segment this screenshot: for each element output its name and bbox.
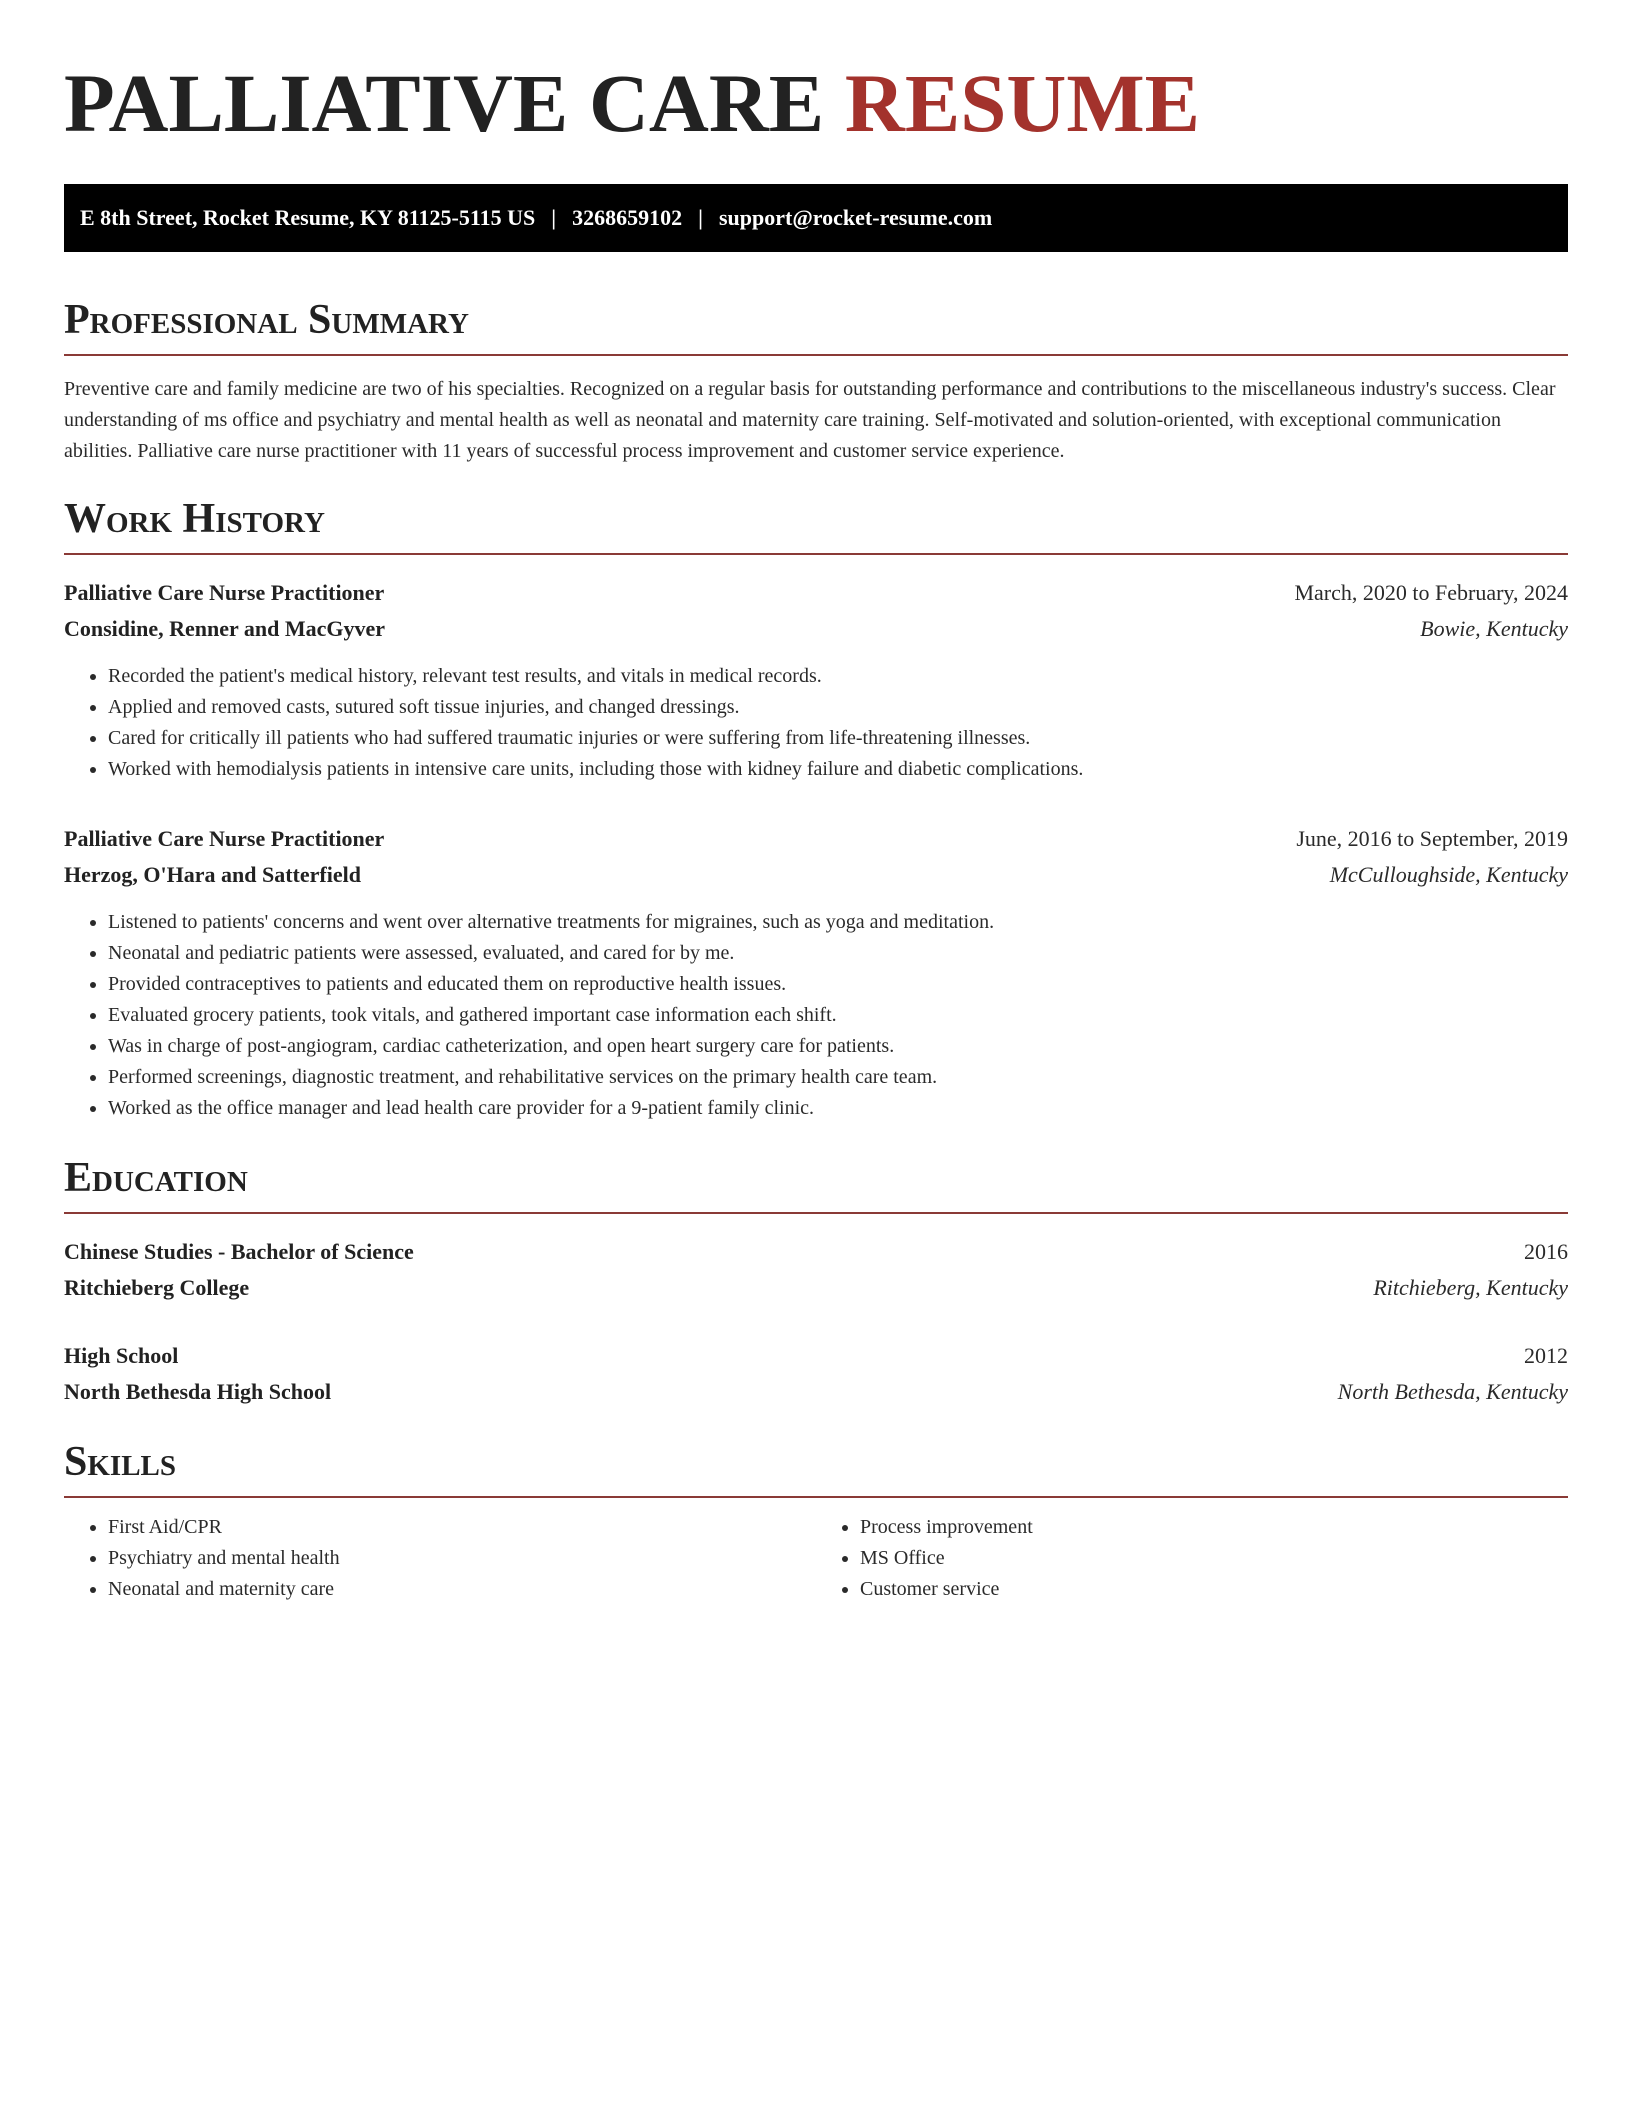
job-bullets xyxy=(64,661,1568,785)
skill-item: • First Aid/CPR xyxy=(108,1512,816,1543)
education-degree: High School xyxy=(64,1343,179,1368)
skill-item: • Customer service xyxy=(860,1574,1568,1605)
section-heading-skills: Skills xyxy=(64,1438,1568,1498)
job-header-row xyxy=(64,575,1568,611)
skill-item: • MS Office xyxy=(860,1543,1568,1574)
education-section xyxy=(64,1154,1568,1410)
title-accent: RESUME xyxy=(844,57,1201,149)
list-item: • Recorded the patient's medical history, relevant test results, and vitals in medical records. xyxy=(108,661,1568,692)
education-entry xyxy=(64,1234,1568,1306)
list-item: • Was in charge of post-angiogram, cardiac catheterization, and open heart surgery care for patients. xyxy=(108,1031,1568,1062)
contact-separator: | xyxy=(698,205,703,230)
education-school: North Bethesda High School xyxy=(64,1379,332,1404)
title-primary: PALLIATIVE CARE xyxy=(64,57,825,149)
list-item: • Provided contraceptives to patients and educated them on reproductive health issues. xyxy=(108,969,1568,1000)
education-year: 2012 xyxy=(1524,1343,1568,1368)
skill-item: • Neonatal and maternity care xyxy=(108,1574,816,1605)
job-location: McCulloughside, Kentucky xyxy=(1329,862,1568,887)
list-item: • Performed screenings, diagnostic treatment, and rehabilitative services on the primary health care team. xyxy=(108,1062,1568,1093)
list-item: • Evaluated grocery patients, took vitals, and gathered important case information each shift. xyxy=(108,1000,1568,1031)
skill-item: • Process improvement xyxy=(860,1512,1568,1543)
job-dates: March, 2020 to February, 2024 xyxy=(1294,580,1568,605)
job-title: Palliative Care Nurse Practitioner xyxy=(64,826,385,851)
education-degree-row xyxy=(64,1234,1568,1270)
list-item: • Listened to patients' concerns and went over alternative treatments for migraines, such as yoga and meditation. xyxy=(108,907,1568,938)
list-item: • Applied and removed casts, sutured soft tissue injuries, and changed dressings. xyxy=(108,692,1568,723)
education-year: 2016 xyxy=(1524,1239,1568,1264)
section-heading-work-history: Work History xyxy=(64,495,1568,555)
contact-bar xyxy=(64,184,1568,252)
job-company-row xyxy=(64,857,1568,893)
skills-column-right xyxy=(816,1512,1568,1605)
list-item: • Cared for critically ill patients who had suffered traumatic injuries or were suffering from life-threatening illnesses. xyxy=(108,723,1568,754)
contact-email: support@rocket-resume.com xyxy=(718,205,993,230)
skills-column-left xyxy=(64,1512,816,1605)
education-school-row xyxy=(64,1270,1568,1306)
section-heading-education: Education xyxy=(64,1154,1568,1214)
job-company: Considine, Renner and MacGyver xyxy=(64,616,386,641)
list-item: • Worked as the office manager and lead health care provider for a 9-patient family clinic. xyxy=(108,1093,1568,1124)
education-degree-row xyxy=(64,1338,1568,1374)
education-location: Ritchieberg, Kentucky xyxy=(1373,1275,1568,1300)
skills-section xyxy=(64,1438,1568,1605)
list-item: • Neonatal and pediatric patients were assessed, evaluated, and cared for by me. xyxy=(108,938,1568,969)
job-company: Herzog, O'Hara and Satterfield xyxy=(64,862,361,887)
education-degree: Chinese Studies - Bachelor of Science xyxy=(64,1239,414,1264)
contact-separator: | xyxy=(551,205,557,230)
job-bullets xyxy=(64,907,1568,1124)
job-header-row xyxy=(64,821,1568,857)
contact-phone: 3268659102 xyxy=(572,205,683,230)
education-location: North Bethesda, Kentucky xyxy=(1337,1379,1568,1404)
section-heading-summary: Professional Summary xyxy=(64,296,1568,356)
job-entry xyxy=(64,575,1568,785)
education-school-row xyxy=(64,1374,1568,1410)
summary-text: Preventive care and family medicine are two of his specialties. Recognized on a regular basis for outstanding performance and contributions to the miscellaneous industry's success. Clear understanding of ms office and psychiatry and mental health as well as neonatal and maternity care training. Self-motivated and solution-oriented, with exceptional communication abilities. Palliative care nurse practitioner with 11 years of successful process improvement and customer service experience. xyxy=(64,378,1556,462)
list-item: • Worked with hemodialysis patients in intensive care units, including those with kidney failure and diabetic complications. xyxy=(108,754,1568,785)
job-company-row xyxy=(64,611,1568,647)
job-location: Bowie, Kentucky xyxy=(1420,616,1568,641)
job-dates: June, 2016 to September, 2019 xyxy=(1296,826,1568,851)
education-school: Ritchieberg College xyxy=(64,1275,250,1300)
skill-item: • Psychiatry and mental health xyxy=(108,1543,816,1574)
education-entry xyxy=(64,1338,1568,1410)
job-title: Palliative Care Nurse Practitioner xyxy=(64,580,385,605)
summary-section xyxy=(64,296,1568,467)
work-history-section xyxy=(64,495,1568,1124)
resume-title xyxy=(64,56,1568,150)
skills-grid xyxy=(64,1512,1568,1605)
job-entry xyxy=(64,821,1568,1124)
contact-address: E 8th Street, Rocket Resume, KY 81125-5115 US xyxy=(80,205,536,230)
